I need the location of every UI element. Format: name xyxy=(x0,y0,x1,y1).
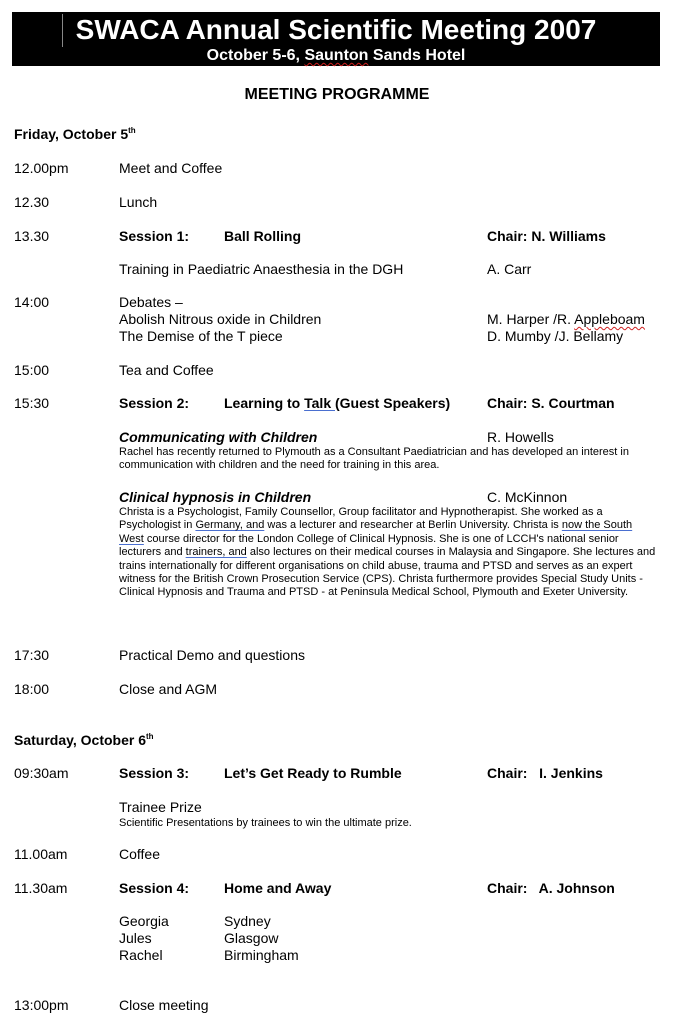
time: 11.00am xyxy=(14,846,68,862)
session-chair: Chair: S. Courtman xyxy=(487,395,615,411)
item-text: Debates – xyxy=(119,294,183,310)
time: 12.30 xyxy=(14,194,50,210)
time: 12.00pm xyxy=(14,160,69,176)
presenter-name: Rachel xyxy=(119,947,163,963)
talk-title: Clinical hypnosis in Children xyxy=(119,489,312,505)
presenter-name: Georgia xyxy=(119,913,169,929)
time: 17:30 xyxy=(14,647,50,663)
item-text: Practical Demo and questions xyxy=(119,647,305,663)
time: 13:00pm xyxy=(14,997,69,1013)
grammar-flagged-word[interactable]: Talk xyxy=(304,395,335,411)
session-title: Home and Away xyxy=(224,880,332,896)
time: 18:00 xyxy=(14,681,50,697)
time: 15:00 xyxy=(14,362,50,378)
item-text: Close meeting xyxy=(119,997,209,1013)
time: 09:30am xyxy=(14,765,69,781)
grammar-flagged-phrase[interactable]: now the South West xyxy=(119,519,633,545)
session-label: Session 1: xyxy=(119,228,190,244)
subtitle-date: October 5-6, xyxy=(206,47,305,64)
subtitle-venue: Sands Hotel xyxy=(368,47,466,64)
session-chair: Chair: I. Jenkins xyxy=(487,765,603,781)
session-chair: Chair: A. Johnson xyxy=(487,880,615,896)
title-banner xyxy=(12,12,660,66)
session-label: Session 3: xyxy=(119,765,190,781)
document-subtitle xyxy=(12,47,660,65)
session-label: Session 2: xyxy=(119,395,190,411)
item-text: Tea and Coffee xyxy=(119,362,214,378)
session-title: Learning to Talk (Guest Speakers) xyxy=(224,395,451,411)
item-text: Meet and Coffee xyxy=(119,160,223,176)
speaker: A. Carr xyxy=(487,261,532,277)
presenter-name: Jules xyxy=(119,930,152,946)
talk-title: Trainee Prize xyxy=(119,799,202,815)
time: 15:30 xyxy=(14,395,50,411)
item-text: Lunch xyxy=(119,194,158,210)
debate-topic: Abolish Nitrous oxide in Children xyxy=(119,311,322,327)
spellcheck-flagged-word[interactable]: Saunton xyxy=(304,47,369,64)
session-title: Ball Rolling xyxy=(224,228,301,244)
presenter-location: Birmingham xyxy=(224,947,299,963)
speaker: C. McKinnon xyxy=(487,489,568,505)
debate-topic: The Demise of the T piece xyxy=(119,328,283,344)
item-text: Coffee xyxy=(119,846,160,862)
debate-speakers: M. Harper /R. Appleboam xyxy=(487,311,645,327)
time: 11.30am xyxy=(14,880,68,896)
debate-speakers: D. Mumby /J. Bellamy xyxy=(487,328,624,344)
talk-title: Training in Paediatric Anaesthesia in the DGH xyxy=(119,261,404,277)
item-text: Close and AGM xyxy=(119,681,218,697)
presenter-location: Glasgow xyxy=(224,930,279,946)
session-chair: Chair: N. Williams xyxy=(487,228,606,244)
talk-description: Scientific Presentations by trainees to win the ultimate prize. xyxy=(119,817,412,829)
grammar-flagged-phrase[interactable]: Germany, and xyxy=(195,519,265,532)
session-title: Let’s Get Ready to Rumble xyxy=(224,765,402,781)
time: 13.30 xyxy=(14,228,50,244)
session-label: Session 4: xyxy=(119,880,190,896)
speaker-bio: Christa is a Psychologist, Family Counsellor, Group facilitator and Hypnotherapist. She worked as a Psychologist in Germany, and was a lecturer and researcher at Berlin University. Christa is now the South West course director for the London College of Clinical Hypnosis. She is one of LCCH's national senior lecturers and trainers, and also lectures on their medical courses in Malaysia and Singapore. She lectures and trains internationally for different organisations on child abuse, trauma and PTSD and serves as an expert witness for the British Crown Prosecution Service (CPS). Christa furthermore provides Special Study Units - Clinical Hypnosis and Trauma and PTSD - at Peninsula Medical School, Plymouth and Exeter University. xyxy=(119,506,656,599)
talk-title: Communicating with Children xyxy=(119,429,318,445)
programme-heading: MEETING PROGRAMME xyxy=(244,86,430,103)
day-heading-friday: Friday, October 5th xyxy=(14,126,136,142)
grammar-flagged-phrase[interactable]: trainers, and xyxy=(185,546,247,559)
speaker-bio: Rachel has recently returned to Plymouth as a Consultant Paediatrician and has developed an interest in communication with children and the need for training in this area. xyxy=(119,446,629,472)
document-title: SWACA Annual Scientific Meeting 2007 xyxy=(75,14,597,45)
spellcheck-flagged-word[interactable]: Appleboam xyxy=(574,311,645,327)
speaker: R. Howells xyxy=(487,429,554,445)
day-heading-saturday: Saturday, October 6th xyxy=(14,732,154,748)
presenter-location: Sydney xyxy=(224,913,271,929)
time: 14:00 xyxy=(14,294,50,310)
